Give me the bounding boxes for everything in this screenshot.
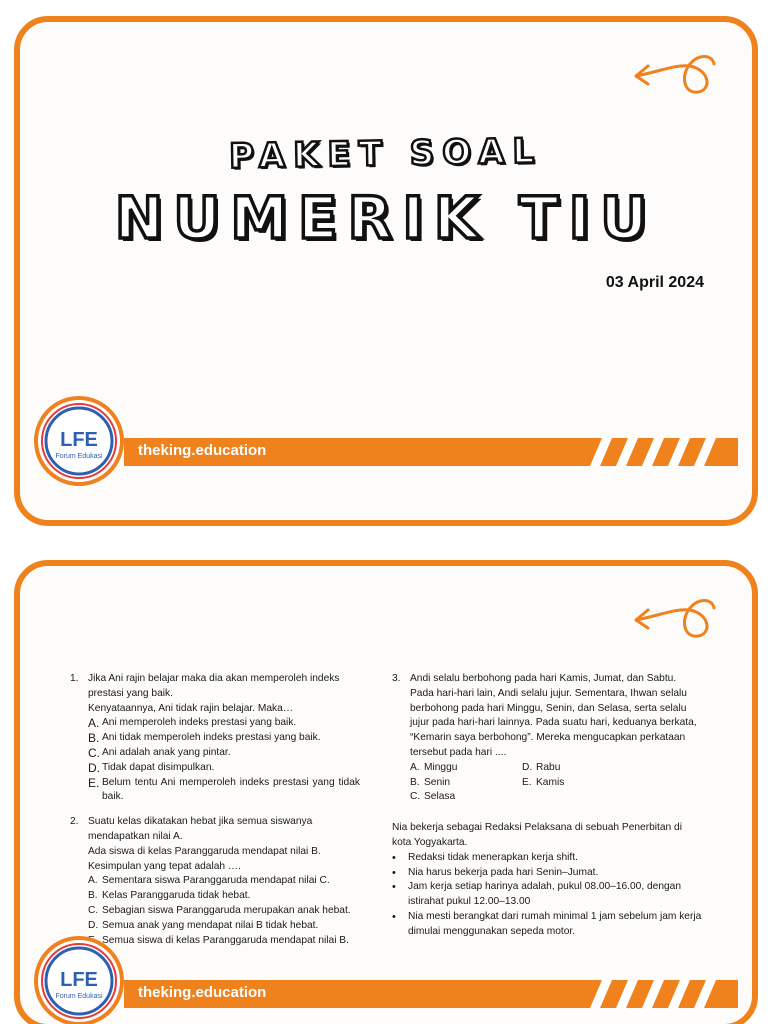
left-column: [70, 672, 360, 958]
cover-slide: [14, 16, 758, 526]
q3-number: 3.: [392, 673, 401, 684]
q4-bullet: • Nia harus bekerja pada hari Senin–Jumat.: [392, 866, 599, 879]
swirl-arrow-icon: [628, 586, 718, 646]
q4-bullet: • Nia mesti berangkat dari rumah minimal 1 jam sebelum jam kerja dimulai menggunakan sepeda motor.: [392, 910, 702, 937]
swirl-arrow-icon: [628, 42, 718, 102]
question-4: [392, 821, 702, 939]
question-2: [70, 815, 360, 948]
q1-option: B. Ani tidak memperoleh indeks prestasi yang baik.: [88, 731, 321, 746]
brand-bar: [124, 438, 738, 466]
q3-option: A. Minggu: [410, 761, 458, 773]
title-line-2: NUMERIK TIU: [114, 184, 658, 252]
hazard-stripes: [586, 980, 726, 1008]
brand-bar: [124, 980, 738, 1008]
q4-bullet: • Redaksi tidak menerapkan kerja shift.: [392, 851, 578, 864]
q2-option: Semua siswa di kelas Paranggaruda mendapat nilai B.: [102, 934, 349, 946]
title-line-1: PAKET SOAL: [229, 131, 543, 177]
q1-option: D. Tidak dapat disimpulkan.: [88, 760, 215, 775]
q3-stem: Andi selalu berbohong pada hari Kamis, Jumat, dan Sabtu. Pada hari-hari lain, Andi selalu jujur. Sementara, Ihwan selalu berbohong pada hari Minggu, Senin, dan Selasa, serta selalu jujur pada hari-hari lainnya. Pada suatu hari, keduanya berkata, “Kemarin saya berbohong”. Mereka mengucapkan perkataan tersebut pada hari ....: [410, 673, 697, 758]
question-3: [392, 672, 702, 805]
cover-date: 03 April 2024: [605, 274, 704, 291]
q4-bullet: • Jam kerja setiap harinya adalah, pukul 08.00–16.00, dengan istirahat pukul 12.00–13.00: [392, 881, 681, 908]
q2-number: 2.: [70, 816, 79, 828]
q2-option: B. Kelas Paranggaruda tidak hebat.: [88, 890, 251, 902]
questions-slide: [14, 560, 758, 1024]
hazard-stripes: [586, 438, 726, 466]
q2-option: C. Sebagian siswa Paranggaruda merupakan anak hebat.: [88, 904, 351, 916]
q2-stem: Suatu kelas dikatakan hebat jika semua siswanya mendapatkan nilai A.: [88, 816, 313, 842]
q3-option: C. Selasa: [410, 791, 456, 803]
question-1: [70, 672, 360, 805]
q1-option: A. Ani memperoleh indeks prestasi yang baik.: [88, 716, 297, 731]
svg-text:Forum Edukasi: Forum Edukasi: [55, 453, 103, 460]
svg-text:Forum Edukasi: Forum Edukasi: [55, 993, 103, 1000]
q3-option: E. Kamis: [522, 776, 565, 788]
q3-options: [410, 761, 702, 805]
q1-fact: Kenyataannya, Ani tidak rajin belajar. Maka…: [88, 702, 294, 714]
brand-text: theking.education: [138, 442, 267, 459]
q1-option: C. Ani adalah anak yang pintar.: [88, 745, 231, 760]
q2-fact: Ada siswa di kelas Paranggaruda mendapat nilai B.: [88, 845, 321, 857]
q3-option: B. Senin: [410, 776, 451, 788]
right-column: [392, 672, 702, 950]
forum-edukasi-logo: [34, 396, 124, 486]
cover-title: [20, 131, 752, 252]
svg-text:LFE: LFE: [60, 429, 98, 451]
q4-intro: Nia bekerja sebagai Redaksi Pelaksana di sebuah Penerbitan di kota Yogyakarta.: [392, 822, 682, 848]
q2-option: D. Semua anak yang mendapat nilai B tidak hebat.: [88, 919, 319, 931]
svg-text:LFE: LFE: [60, 969, 98, 991]
q2-option: A. Sementara siswa Paranggaruda mendapat nilai C.: [88, 875, 330, 887]
q3-option: D. Rabu: [522, 761, 561, 773]
forum-edukasi-logo: [34, 936, 124, 1024]
q1-option: E. Belum tentu Ani memperoleh indeks prestasi yang tidak baik.: [88, 775, 360, 803]
q1-stem: Jika Ani rajin belajar maka dia akan memperoleh indeks prestasi yang baik.: [88, 673, 340, 699]
q2-ask: Kesimpulan yang tepat adalah ….: [88, 860, 241, 872]
brand-text: theking.education: [138, 984, 267, 1001]
q1-number: 1.: [70, 673, 79, 684]
